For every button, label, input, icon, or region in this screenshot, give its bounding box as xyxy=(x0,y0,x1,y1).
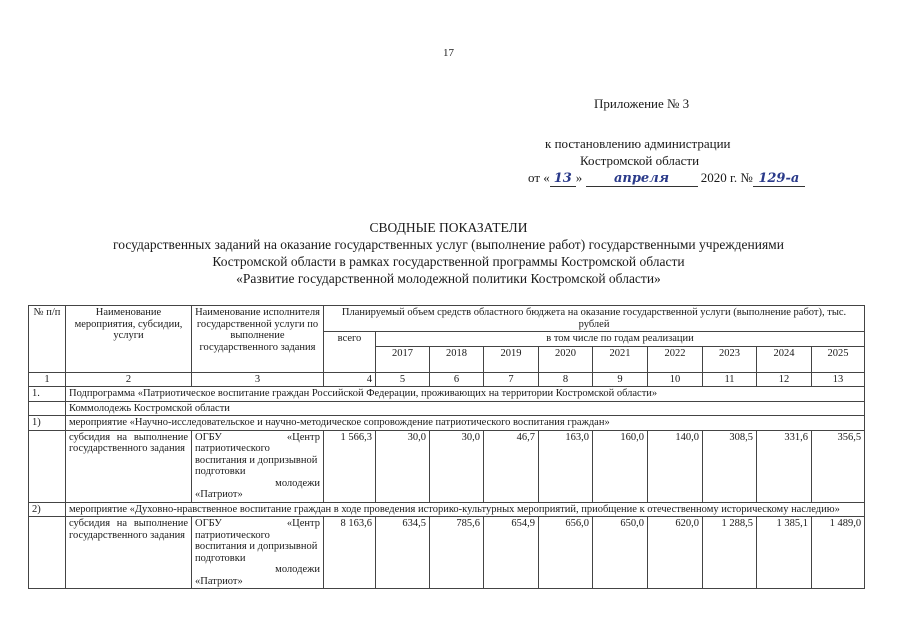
header-executor: Наименование исполнителя государственной услуги по выполнение государственного задания xyxy=(192,306,324,373)
decree-reference: к постановлению администрации xyxy=(545,136,731,151)
column-number: 8 xyxy=(539,372,593,387)
executor-text: ОГБУ xyxy=(195,431,222,443)
column-number: 2 xyxy=(66,372,192,387)
year-value: 785,6 xyxy=(430,517,484,589)
executor-text: «Патриот» xyxy=(195,575,243,587)
section-row xyxy=(29,416,865,431)
handwritten-month: апреля xyxy=(586,171,698,187)
title-line-2: государственных заданий на оказание государственных услуг (выполнение работ) государственными учреждениями xyxy=(113,237,784,252)
header-year: 2020 xyxy=(539,346,593,372)
column-number: 9 xyxy=(593,372,648,387)
year-value: 656,0 xyxy=(539,517,593,589)
header-year: 2021 xyxy=(593,346,648,372)
executor-text: ОГБУ xyxy=(195,518,222,529)
section-text: Коммолодежь Костромской области xyxy=(66,401,865,416)
column-number: 11 xyxy=(703,372,757,387)
decree-date-line xyxy=(528,170,805,187)
year-value: 620,0 xyxy=(648,517,703,589)
year-value: 30,0 xyxy=(430,430,484,502)
event-cell: субсидия на выполнение государственного задания xyxy=(66,517,192,589)
executor-text: «Патриот» xyxy=(195,489,243,500)
indicators-table xyxy=(28,305,865,589)
row-num xyxy=(29,517,66,589)
event-cell: субсидия на выполнение государственного задания xyxy=(66,430,192,502)
appendix-label: Приложение № 3 xyxy=(594,96,690,111)
header-year: 2022 xyxy=(648,346,703,372)
section-num: 1. xyxy=(29,387,66,402)
handwritten-decree-number: 129-а xyxy=(753,171,805,187)
executor-text: «Центр xyxy=(286,431,320,443)
section-row xyxy=(29,401,865,416)
year-value: 163,0 xyxy=(539,430,593,502)
column-number: 13 xyxy=(812,372,865,387)
header-by-years: в том числе по годам реализации xyxy=(376,332,865,347)
year-value: 634,5 xyxy=(376,517,430,589)
decree-organization: Костромской области xyxy=(580,153,700,168)
section-num xyxy=(29,401,66,416)
header-budget: Планируемый объем средств областного бюджета на оказание государственной услуги (выполнение работ), тыс. рублей xyxy=(324,306,865,332)
executor-text: «Центр xyxy=(286,518,320,529)
column-number: 6 xyxy=(430,372,484,387)
year-value: 356,5 xyxy=(812,430,865,502)
column-number: 7 xyxy=(484,372,539,387)
section-num: 2) xyxy=(29,502,66,517)
header-year: 2018 xyxy=(430,346,484,372)
date-prefix: от « xyxy=(528,170,550,185)
column-number: 10 xyxy=(648,372,703,387)
year-value: 654,9 xyxy=(484,517,539,589)
handwritten-day: 13 xyxy=(550,171,576,187)
header-year: 2024 xyxy=(757,346,812,372)
year-value: 30,0 xyxy=(376,430,430,502)
column-number-row xyxy=(29,372,865,387)
year-value: 308,5 xyxy=(703,430,757,502)
header-year: 2025 xyxy=(812,346,865,372)
total-cell: 1 566,3 xyxy=(324,430,376,502)
date-year: 2020 г. № xyxy=(700,170,753,185)
table-row xyxy=(29,430,865,502)
section-num: 1) xyxy=(29,416,66,431)
section-text: мероприятие «Духовно-нравственное воспитание граждан в ходе проведения историко-культурных мероприятий, приобщение к отечественному историческому наследию» xyxy=(66,502,865,517)
header-year: 2019 xyxy=(484,346,539,372)
document-title xyxy=(0,219,897,287)
title-line-1: СВОДНЫЕ ПОКАЗАТЕЛИ xyxy=(369,220,528,235)
year-value: 650,0 xyxy=(593,517,648,589)
column-number: 1 xyxy=(29,372,66,387)
year-value: 1 385,1 xyxy=(757,517,812,589)
section-text: мероприятие «Научно-исследовательское и научно-методическое сопровождение патриотического воспитания граждан» xyxy=(66,416,865,431)
executor-text: молодежи xyxy=(275,564,320,575)
row-num xyxy=(29,430,66,502)
page-number: 17 xyxy=(443,47,454,59)
column-number: 4 xyxy=(324,372,376,387)
year-value: 46,7 xyxy=(484,430,539,502)
executor-cell xyxy=(192,430,324,502)
column-number: 5 xyxy=(376,372,430,387)
year-value: 1 288,5 xyxy=(703,517,757,589)
section-row xyxy=(29,502,865,517)
section-text: Подпрограмма «Патриотическое воспитание граждан Российской Федерации, проживающих на территории Костромской области» xyxy=(66,387,865,402)
year-value: 1 489,0 xyxy=(812,517,865,589)
section-row xyxy=(29,387,865,402)
header-num: № п/п xyxy=(29,306,66,373)
table-row xyxy=(29,517,865,589)
column-number: 12 xyxy=(757,372,812,387)
date-mid: » xyxy=(575,170,583,185)
header-event: Наименование мероприятия, субсидии, услуги xyxy=(66,306,192,373)
executor-cell xyxy=(192,517,324,589)
total-cell: 8 163,6 xyxy=(324,517,376,589)
year-value: 140,0 xyxy=(648,430,703,502)
title-line-4: «Развитие государственной молодежной политики Костромской области» xyxy=(236,271,661,286)
executor-text: патриотического воспитания и допризывной подготовки xyxy=(195,443,318,477)
column-number: 3 xyxy=(192,372,324,387)
year-value: 160,0 xyxy=(593,430,648,502)
year-value: 331,6 xyxy=(757,430,812,502)
header-year: 2017 xyxy=(376,346,430,372)
executor-text: патриотического воспитания и допризывной подготовки xyxy=(195,529,318,564)
executor-text: молодежи xyxy=(275,477,320,489)
header-total: всего xyxy=(324,332,376,373)
title-line-3: Костромской области в рамках государственной программы Костромской области xyxy=(212,254,685,269)
header-year: 2023 xyxy=(703,346,757,372)
